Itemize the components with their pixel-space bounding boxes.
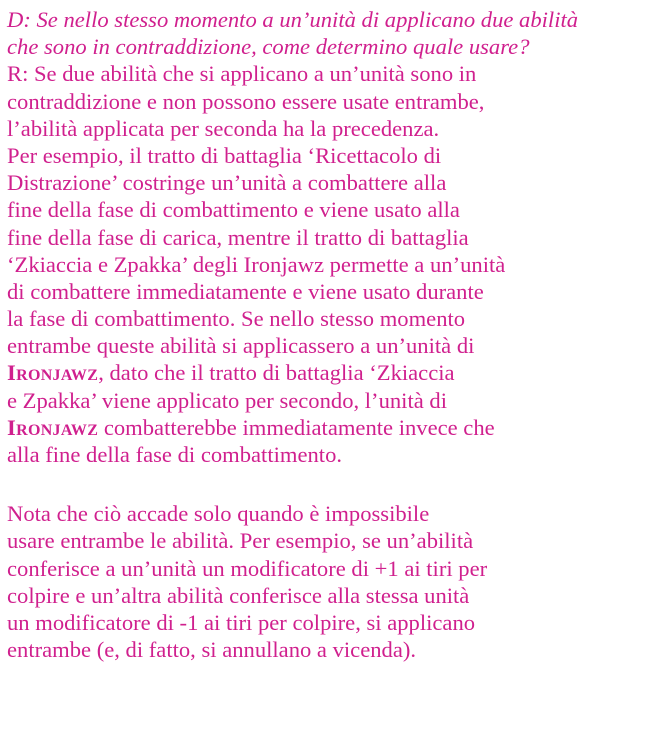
note-line: colpire e un’altra abilità conferisce alla stessa unità: [7, 582, 470, 608]
keyword-ironjawz: Ironjawz: [7, 360, 99, 386]
faq-document: [7, 6, 647, 663]
answer-line: contraddizione e non possono essere usate entrambe,: [7, 88, 485, 114]
note-line: entrambe (e, di fatto, si annullano a vicenda).: [7, 637, 417, 663]
answer-line: l’abilità applicata per seconda ha la precedenza.: [7, 115, 440, 141]
faq-question: [7, 6, 647, 60]
keyword-ironjawz: Ironjawz: [7, 414, 99, 440]
answer-line: [7, 414, 647, 441]
faq-answer: [7, 60, 647, 468]
question-line: D: Se nello stesso momento a un’unità di applicano due abilità: [7, 7, 579, 32]
answer-line-text: , dato che il tratto di battaglia ‘Zkiaccia: [98, 360, 455, 386]
answer-line: fine della fase di combattimento e viene usato alla: [7, 197, 460, 223]
answer-line: ‘Zkiaccia e Zpakka’ degli Ironjawz permette a un’unità: [7, 251, 506, 277]
answer-line: R: Se due abilità che si applicano a un’unità sono in: [7, 61, 477, 87]
faq-note: [7, 500, 647, 663]
answer-line: [7, 359, 647, 386]
note-line: un modificatore di -1 ai tiri per colpire, si applicano: [7, 609, 476, 635]
answer-line: e Zpakka’ viene applicato per secondo, l’unità di: [7, 387, 447, 413]
paragraph-gap: [7, 468, 647, 500]
answer-line: Distrazione’ costringe un’unità a combattere alla: [7, 170, 447, 196]
answer-line: alla fine della fase di combattimento.: [7, 442, 343, 467]
answer-line-text: combatterebbe immediatamente invece che: [98, 414, 495, 440]
note-line: conferisce a un’unità un modificatore di +1 ai tiri per: [7, 555, 488, 581]
question-line: che sono in contraddizione, come determino quale usare?: [7, 34, 530, 60]
answer-line: di combattere immediatamente e viene usato durante: [7, 278, 484, 304]
answer-line: fine della fase di carica, mentre il tratto di battaglia: [7, 224, 469, 250]
answer-line: la fase di combattimento. Se nello stesso momento: [7, 306, 466, 332]
answer-line: Per esempio, il tratto di battaglia ‘Ricettacolo di: [7, 142, 442, 168]
answer-line: entrambe queste abilità si applicassero a un’unità di: [7, 333, 475, 359]
note-line: Nota che ciò accade solo quando è impossibile: [7, 501, 430, 527]
note-line: usare entrambe le abilità. Per esempio, se un’abilità: [7, 528, 474, 554]
